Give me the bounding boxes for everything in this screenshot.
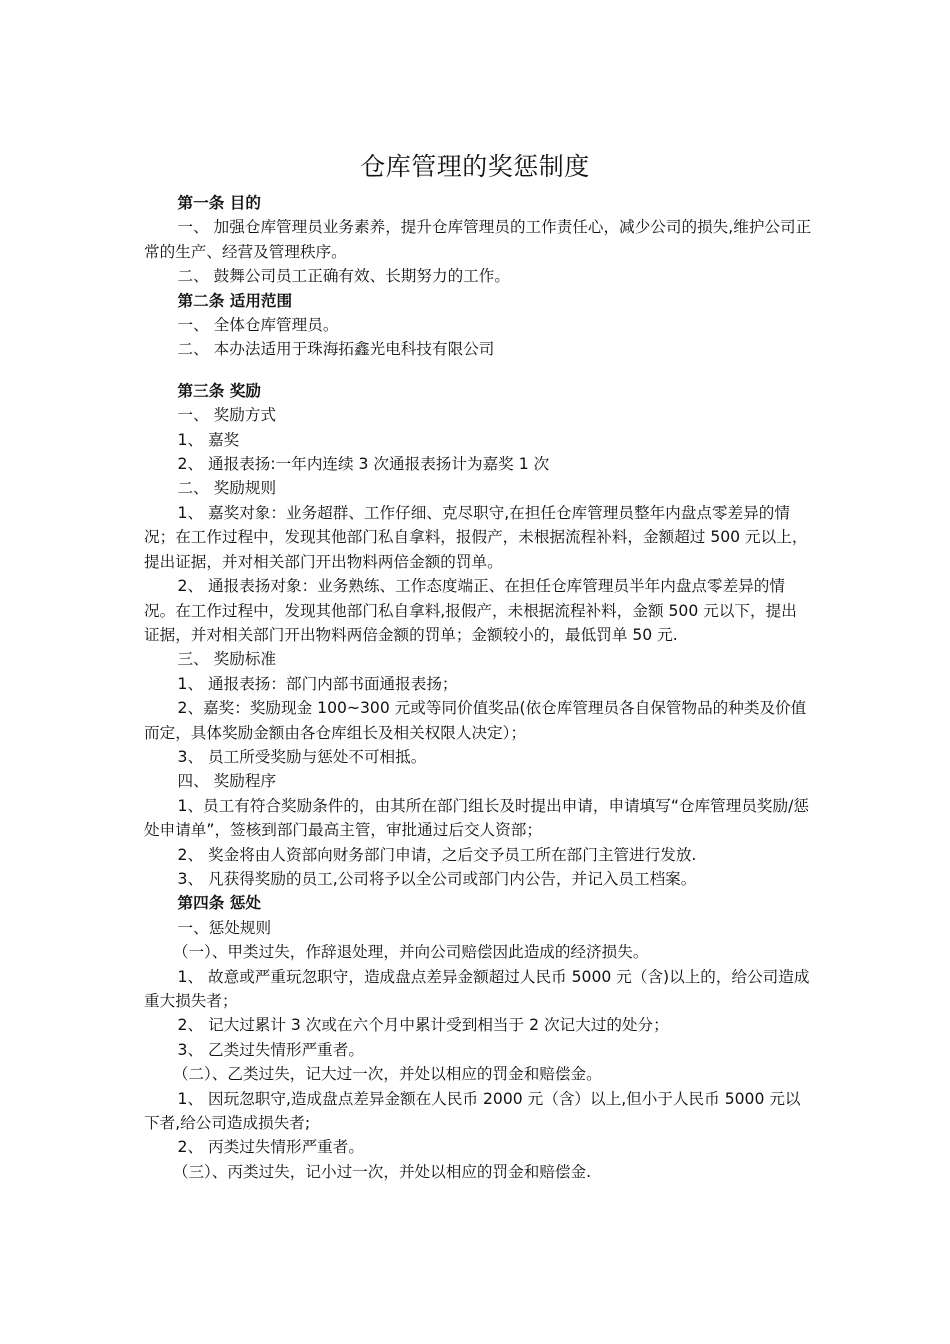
paragraph: 3、 凡获得奖励的员工,公司将予以全公司或部门内公告，并记入员工档案。	[177, 869, 697, 888]
paragraph: 一、惩处规则	[177, 918, 272, 937]
section-heading: 第三条 奖励	[177, 381, 261, 400]
paragraph: （二）、乙类过失，记大过一次，并处以相应的罚金和赔偿金。	[172, 1065, 602, 1084]
paragraph: （三）、丙类过失，记小过一次，并处以相应的罚金和赔偿金.	[172, 1162, 592, 1181]
paragraph: 2、 记大过累计 3 次或在六个月中累计受到相当于 2 次记大过的处分；	[177, 1016, 669, 1035]
paragraph: 2、 丙类过失情形严重者。	[177, 1138, 364, 1157]
paragraph: 1、 嘉奖	[177, 430, 240, 449]
paragraph: 3、 乙类过失情形严重者。	[177, 1040, 364, 1059]
paragraph: 一、 加强仓库管理员业务素养，提升仓库管理员的工作责任心，减少公司的损失,维护公司正常的生产、经营及管理秩序。	[144, 218, 812, 261]
paragraph: 2、嘉奖：奖励现金 100~300 元或等同价值奖品(依仓库管理员各自保管物品的种类及价值而定，具体奖励金额由各仓库组长及相关权限人决定）；	[144, 699, 807, 742]
paragraph: 二、 本办法适用于珠海拓鑫光电科技有限公司	[177, 340, 495, 359]
paragraph: 1、 因玩忽职守,造成盘点差异金额在人民币 2000 元（含）以上,但小于人民币 5000 元以下者,给公司造成损失者;	[144, 1089, 801, 1133]
document-body	[144, 191, 812, 1184]
paragraph: （一）、甲类过失，作辞退处理，并向公司赔偿因此造成的经济损失。	[172, 943, 649, 962]
paragraph: 1、 通报表扬：部门内部书面通报表扬；	[177, 674, 458, 693]
paragraph: 2、 通报表扬对象：业务熟练、工作态度端正、在担任仓库管理员半年内盘点零差异的情况。在工作过程中，发现其他部门私自拿料,报假产，未根据流程补料，金额 500 元以下，提出证据，并对相关部门开出物料两倍金额的罚单；金额较小的，最低罚单 50 元.	[144, 577, 797, 644]
paragraph: 二、 奖励规则	[177, 479, 277, 498]
paragraph: 三、 奖励标准	[177, 650, 277, 669]
paragraph: 一、 全体仓库管理员。	[177, 316, 339, 335]
paragraph: 1、 故意或严重玩忽职守，造成盘点差异金额超过人民币 5000 元（含)以上的，给公司造成重大损失者；	[144, 967, 810, 1010]
document-title: 仓库管理的奖惩制度	[360, 151, 590, 181]
paragraph: 二、 鼓舞公司员工正确有效、长期努力的工作。	[177, 267, 510, 286]
paragraph: 一、 奖励方式	[177, 406, 277, 425]
section-heading: 第四条 惩处	[177, 894, 261, 913]
paragraph-spacer	[144, 362, 812, 379]
paragraph: 2、 奖金将由人资部向财务部门申请，之后交予员工所在部门主管进行发放.	[177, 845, 697, 864]
section-heading: 第二条 适用范围	[177, 291, 293, 310]
paragraph: 1、员工有符合奖励条件的，由其所在部门组长及时提出申请，申请填写“仓库管理员奖励/惩处申请单”，签核到部门最高主管，审批通过后交人资部；	[144, 796, 809, 840]
paragraph: 1、 嘉奖对象：业务超群、工作仔细、克尽职守,在担任仓库管理员整年内盘点零差异的情况；在工作过程中，发现其他部门私自拿料，报假产，未根据流程补料，金额超过 500 元以上，提出证据，并对相关部门开出物料两倍金额的罚单。	[144, 503, 808, 571]
section-heading: 第一条 目的	[177, 194, 261, 212]
paragraph: 3、 员工所受奖励与惩处不可相抵。	[177, 747, 427, 766]
paragraph: 2、 通报表扬:一年内连续 3 次通报表扬计为嘉奖 1 次	[177, 455, 550, 474]
paragraph: 四、 奖励程序	[177, 772, 277, 791]
